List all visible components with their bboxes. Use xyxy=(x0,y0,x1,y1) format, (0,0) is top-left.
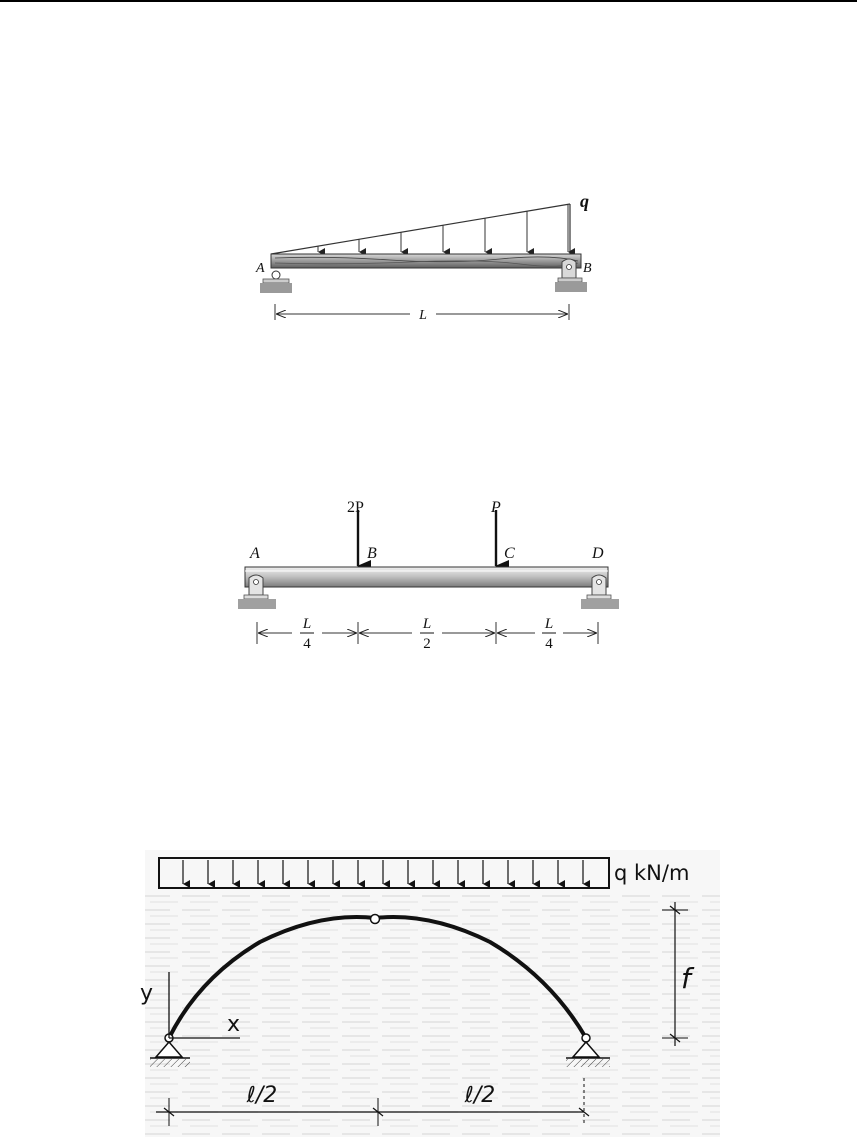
steel-beam xyxy=(245,567,608,587)
point-C-label: C xyxy=(504,545,515,562)
rise-f-label: f xyxy=(681,962,691,995)
crown-hinge xyxy=(371,915,380,924)
dim-1-numerator: L xyxy=(302,616,312,632)
half-span-left-label: ℓ/2 xyxy=(246,1083,278,1108)
dim-L-over-4-left xyxy=(300,616,314,652)
wood-beam xyxy=(271,254,581,268)
figure-3-svg xyxy=(140,850,720,1137)
x-axis-label: x xyxy=(227,1012,241,1037)
triangular-load xyxy=(271,204,570,254)
figure-2-svg xyxy=(230,490,630,680)
roller-support-A xyxy=(260,271,292,293)
dim-3-numerator: L xyxy=(544,616,554,632)
figure-3-arch xyxy=(140,850,720,1137)
dim-L-over-4-right xyxy=(542,616,556,652)
support-A-label: A xyxy=(256,261,265,276)
dim-L-over-2-middle xyxy=(420,616,434,652)
dim-1-denominator: 4 xyxy=(303,636,311,652)
dim-3-denominator: 4 xyxy=(545,636,553,652)
load-P-label: P xyxy=(491,499,501,516)
point-A-label: A xyxy=(250,545,260,562)
load-2P-label: 2P xyxy=(347,499,364,516)
point-D-label: D xyxy=(592,545,604,562)
point-B-label: B xyxy=(367,545,377,562)
dim-2-numerator: L xyxy=(422,616,432,632)
y-axis-label: y xyxy=(140,981,154,1006)
half-span-right-label: ℓ/2 xyxy=(464,1083,496,1108)
support-B-label: B xyxy=(583,261,592,276)
dim-2-denominator: 2 xyxy=(423,636,431,652)
page-top-rule xyxy=(0,0,857,2)
load-q-label: q xyxy=(580,191,589,211)
load-q-kNm-label: q kN/m xyxy=(614,861,690,885)
span-L-label: L xyxy=(419,308,427,323)
figure-1-triangular-load-beam xyxy=(240,180,620,330)
figure-1-svg xyxy=(240,180,620,330)
figure-2-point-load-beam xyxy=(230,490,630,680)
